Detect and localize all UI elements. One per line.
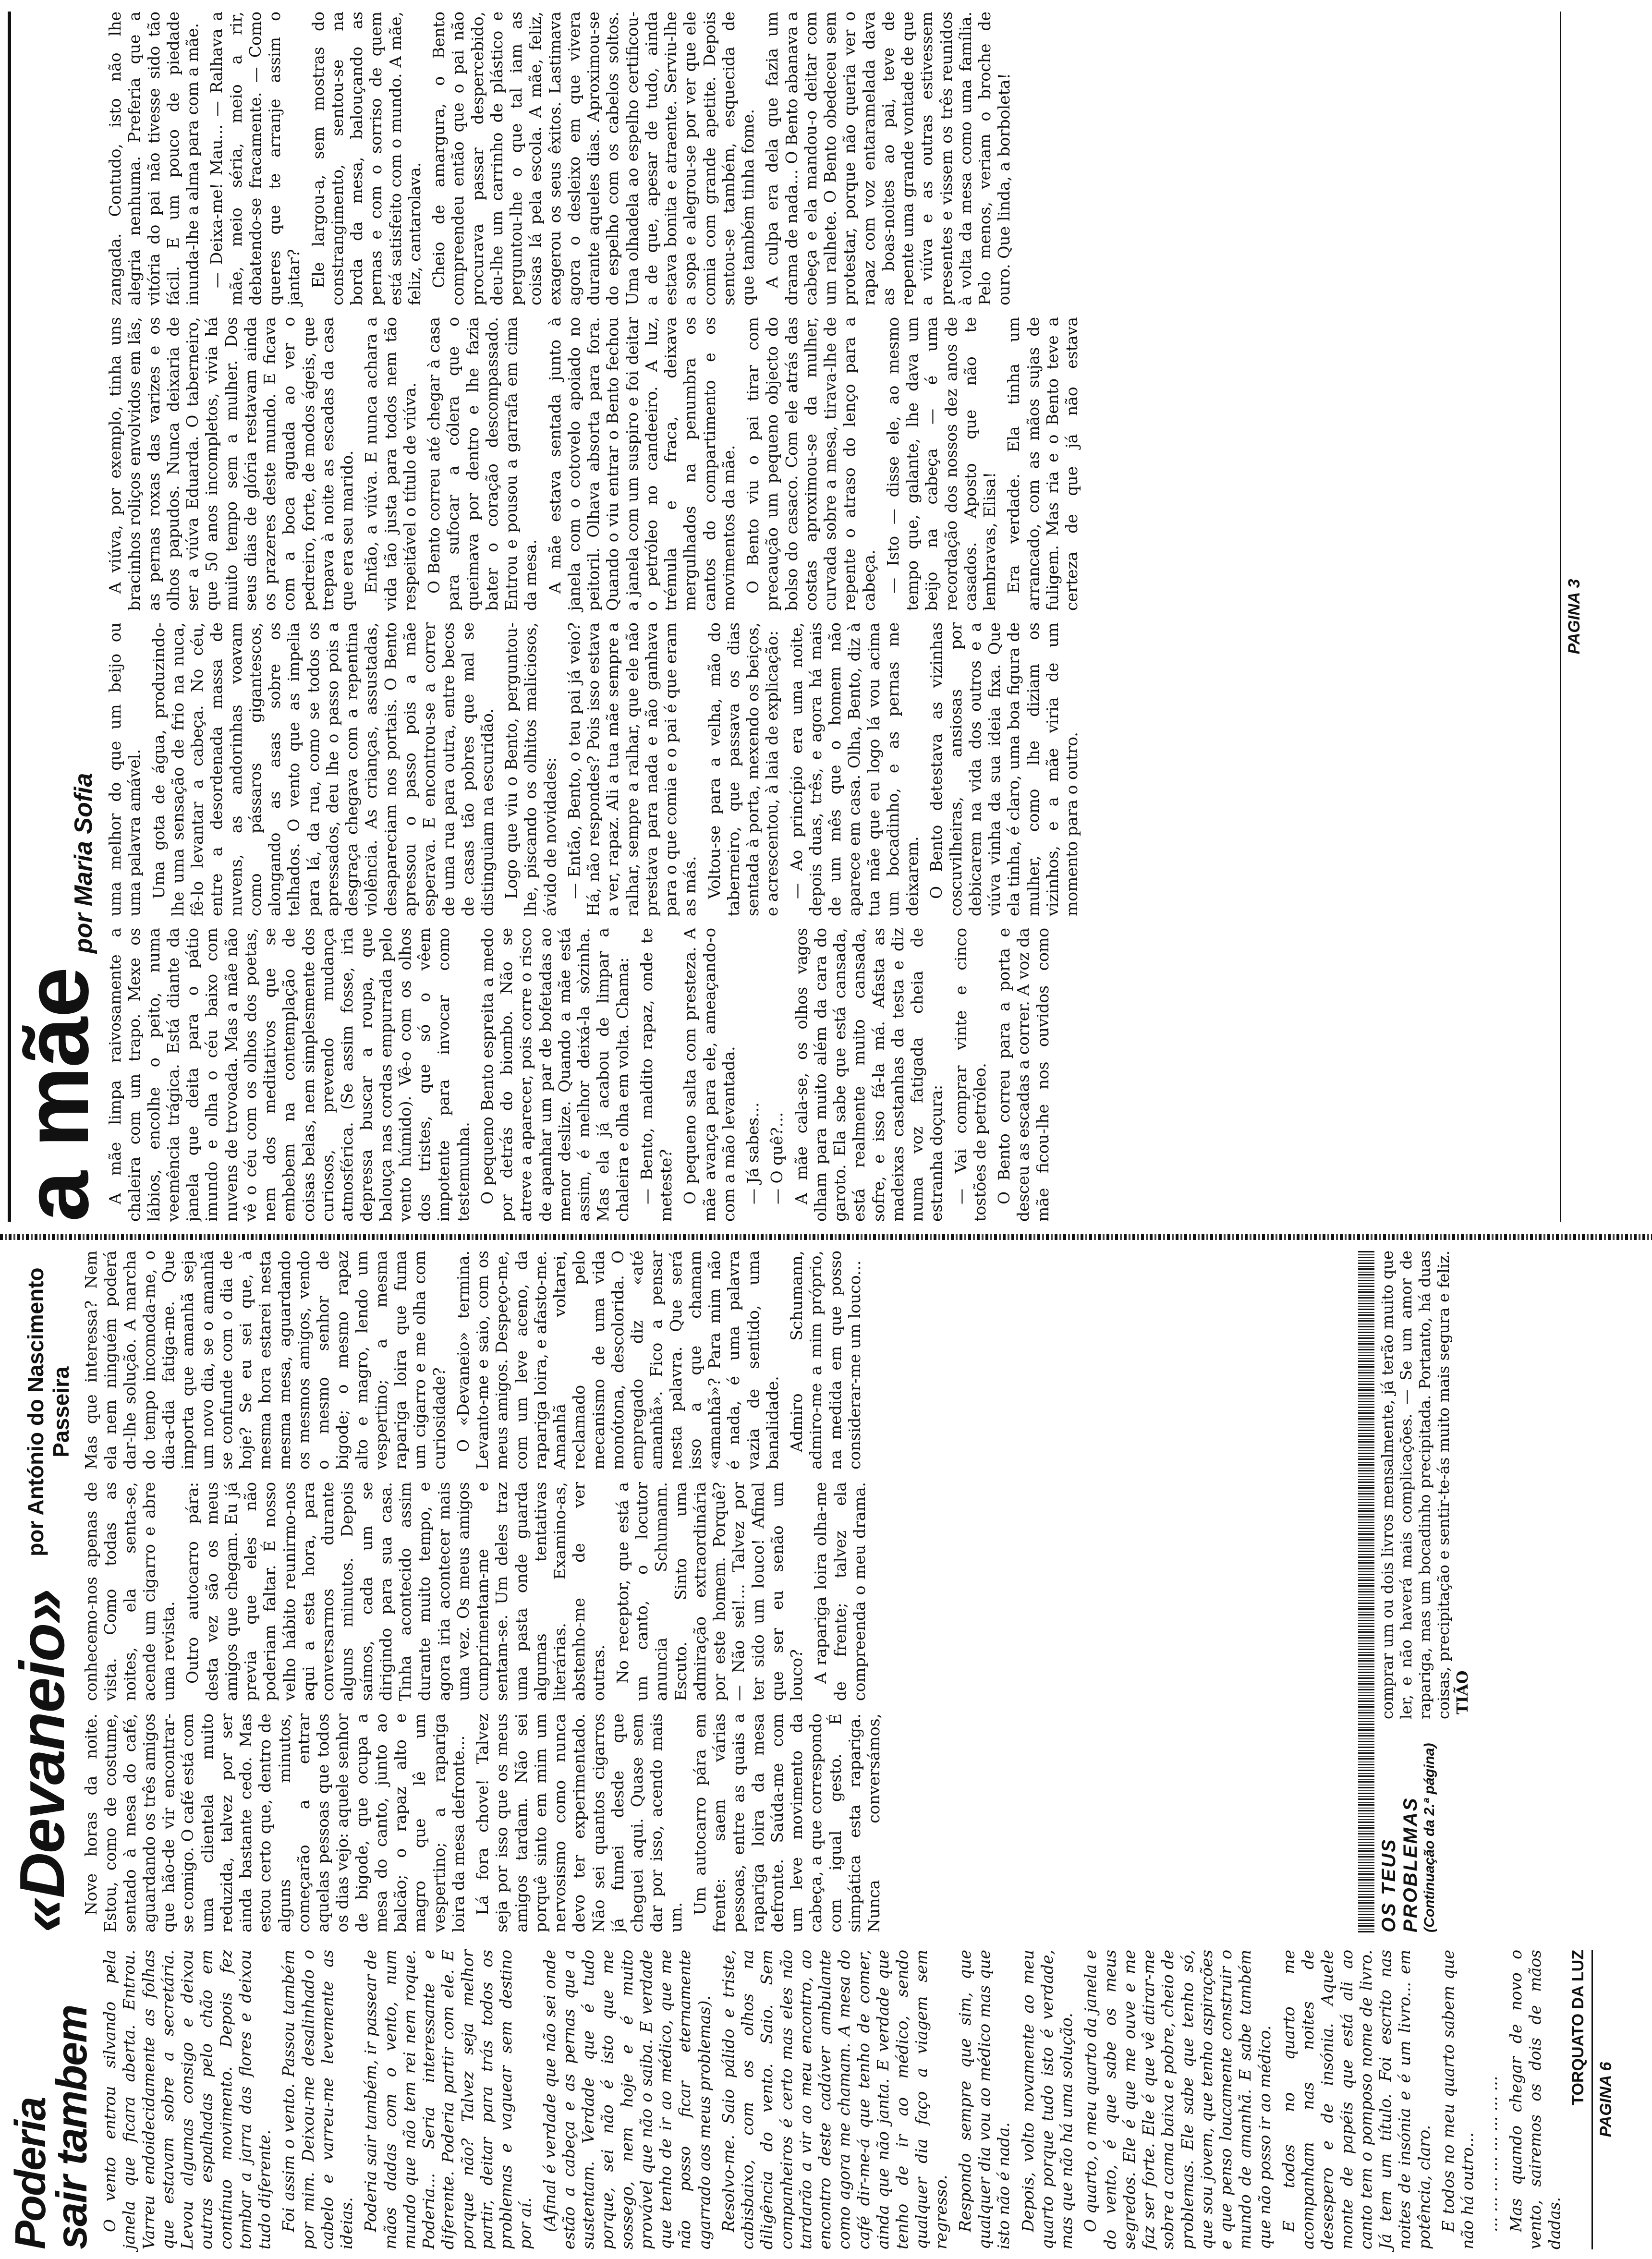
article-a-mae-paragraph: — Vai comprar vinte e cinco tostões de petróleo.	[951, 928, 989, 1222]
article-poderia-paragraph: Resolvo-me. Saio pálido e triste, cabisbaixo, com os olhos na diligência do vento. Saio. Sem companheiros é certo mas eles não tardarão a vir ao meu encontro, ao encontro deste cadáver ambulante como agora me chamam. A mesa do café dir-me-á que tenho de comer, ainda que não janta. E verdade que tenho de ir ao médico, sendo qualquer dia faço a viagem sem regresso.	[718, 1950, 950, 2249]
article-devaneio-author: António do Nascimento Passeira	[23, 1267, 74, 1516]
article-devaneio-byline-prefix: por	[23, 1520, 49, 1556]
article-a-mae-paragraph: O Bento correu até chegar à casa para sufocar a cólera que o queimava por dentro e lhe fazia bater o coração descompassado. Entrou e pousou a garrafa em cima da mesa.	[425, 317, 540, 611]
article-a-mae-paragraph: O pequeno salta com presteza. A mãe avança para ele, ameaçando-o com a mão levantada.	[680, 928, 738, 1222]
article-a-mae-paragraph: A culpa era dela que fazia um drama de nada... O Bento abanava a cabeça e ela mandou-o deitar com um ralhete. O Bento obedeceu sem protestar, porque não queria ver o rapaz com voz entaramelada dava as boas-noites ao pai, teve de repente uma grande vontade de que a viúva e as outras estivessem presentes e vissem os três reunidos à volta da mesa como uma família. Pelo menos, veriam o broche de ouro. Que linda, a borboleta!	[763, 12, 1014, 305]
ad-headline: OS TEUS PROBLEMAS	[1378, 1797, 1421, 1932]
article-poderia-paragraph: E todos no quarto me acompanham nas noites de desespero e de insónia. Aquele monte de papéis que está ali ao canto tem o pomposo nome de livro. Já tem um título. Foi escrito nas noites de insónia e é um livro... em potência, claro.	[1279, 1950, 1433, 2249]
article-a-mae-title: a mãe	[6, 968, 108, 1222]
article-a-mae-paragraph: O Bento correu para a porta e desceu as escadas a correr. A voz da mãe ficou-lhe nos ouvidos como uma melhor do que um beijo ou uma palavra amável.	[106, 622, 1052, 1222]
article-a-mae-paragraph: Voltou-se para a velha, mão do taberneiro, que passava os dias sentada à porta, mexendo os beiços, e acrescentou, à laia de explicação:	[705, 622, 782, 916]
page-number-footer-right: PAGINA 3	[1565, 579, 1583, 655]
article-devaneio-header	[7, 1251, 77, 1932]
article-poderia-paragraph: (Afinal é verdade que não sei onde estão a cabeça e as pernas que a sustentam. Verdade que é tudo porque, sei não é isto que me sossego, nem hoje e é muito provável que não o saiba. E verdade que tenho de ir ao médico, que me não posso ficar eternamente agarrado aos meus problemas).	[540, 1950, 714, 2249]
article-a-mae-paragraph: Cheio de amargura, o Bento compreendeu então que o pai não procurava passar despercebido, deu-lhe um carrinho de plástico e perguntou-lhe o que tal iam as coisas lá pela escola. A mãe, feliz, exagerou os seus êxitos. Lastimava agora o desleixo em que vivera durante aqueles dias. Aproximou-se do espelho com os cabelos soltos. Uma olhadela ao espelho certificou-a de que, apesar de tudo, ainda estava bonita e atraente. Serviu-lhe a sopa e alegrou-se por ver que ele comia com grande apetite. Depois sentou-se também, esquecida de que também tinha fome.	[429, 12, 757, 305]
article-a-mae-paragraph: — Deixa-me! Mau... — Ralhava a mãe, meio séria, meio a rir, debatendo-se fracamente. — Como queres que te arranje assim o jantar?	[207, 12, 304, 305]
article-a-mae-paragraph: Então, a viúva. E nunca achara a vida tão justa para todos nem tão respeitável o título de viúva.	[362, 317, 419, 611]
article-a-mae-bottom-rule	[1560, 12, 1561, 1222]
article-a-mae-paragraph: A mãe cala-se, os olhos vagos olham para muito além da cara do garoto. Ela sabe que está cansada, está realmente muito cansada, sofre, e isso fá-la má. Afasta as madeixas castanhas da testa e diz numa voz fatigada cheia de estranha doçura:	[791, 928, 946, 1222]
article-devaneio-paragraph: Lá fora chove! Talvez seja por isso que os meus amigos tardam. Não sei porquê sinto em mim um nervosismo como nunca devo ter experimentado. Não sei quantos cigarros já fumei desde que cheguei aqui. Quase sem dar por isso, acendo mais um.	[473, 1713, 685, 1932]
article-a-mae-paragraph: A mãe estava sentada junto à janela com o cotovelo apoiado no peitoril. Olhava absorta para fora. Quando o viu entrar o Bento fechou a janela com um suspiro e foi deitar o petróleo no candeeiro. A luz, trémula e fraca, deixava mergulhados na penumbra os cantos do compartimento e os movimentos da mãe.	[545, 317, 738, 611]
article-poderia-paragraph: Poderia sair também, ir passear de mãos dadas com o vento, num mundo que não tem rei nem roque. Poderia... Seria interessante e diferente. Poderia partir com ele. E porque não? Talvez seja melhor partir, deitar para trás todos os problemas e vaguear sem destino por aí.	[361, 1950, 535, 2249]
article-poderia-paragraph: Foi assim o vento. Passou também por mim. Deixou-me desalinhado o cabelo e varreu-me levemente as ideias.	[279, 1950, 356, 2249]
article-devaneio-paragraph: Nove horas da noite. Estou, como de costume, sentado à mesa do café, aguardando os três amigos que hão-de vir encontrar-se comigo. O café está com uma clientela muito reduzida, talvez por ser ainda bastante cedo. Mas estou certo que, dentro de alguns minutos, começarão a entrar aquelas pessoas que todos os dias vejo: aquele senhor de bigode, que ocupa a mesa do canto, junto ao balcão; o rapaz alto e magro que lê um vespertino; a rapariga loira da mesa defronte...	[82, 1713, 468, 1932]
article-poderia-paragraph: O quarto, o meu quarto da janela e do vento, é que sabe os meus segredos. Ele é que me ouve e me faz ser forte. Ele é que vê atirar-me sobre a cama baixa e pobre, cheio de problemas. Ele sabe que tenho só, que sou jovem, que tenho aspirações e que penso loucamente construir o mundo de amanhã. E sabe também que não posso ir ao médico.	[1081, 1950, 1274, 2249]
article-poderia-paragraph: E todos no meu quarto sabem que não há outro...	[1438, 1950, 1477, 2249]
article-devaneio-paragraph: Um autocarro pára em frente: saem várias pessoas, entre as quais a rapariga loira da mesa defronte. Saúda-me com um leve movimento da cabeça, a que correspondo com igual gesto. É simpática esta rapariga. Nunca conversámos, conhecemo-nos apenas de vista. Como todas as noites, ela senta-se, acende um cigarro e abre uma revista.	[82, 1482, 883, 1932]
ad-signature: TIÃO	[1453, 1670, 1472, 1714]
article-a-mae-paragraph: Uma gota de água, produzindo-lhe uma sensação de frio na nuca, fê-lo levantar a cabeça. No céu, entre a desordenada massa de nuvens, as andorinhas voavam como pássaros gigantescos, alongando as asas sobre os telhados. O vento que as impelia para lá, da rua, como se todos os apressados, deu lhe o passo pois a desgraça chegava com a repentina violência. As crianças, assustadas, desapareciam nos portais. O Bento apressou o passo pois a mãe esperava. E encontrou-se a correr de uma rua para outra, entre becos de casas tão pobres que mal se distinguiam na escuridão.	[149, 622, 497, 916]
article-poderia	[0, 1946, 1652, 2253]
article-devaneio-paragraph: Admiro Schumann, admiro-me a mim próprio, na medida em que posso considerar-me um louco...	[787, 1251, 864, 1470]
article-devaneio-title: «Devaneio»	[7, 1590, 77, 1932]
article-devaneio-paragraph: Outro autocarro pára: desta vez são os meus amigos que chegam. Eu já previa que eles não poderiam faltar. É nosso velho hábito reunirmo-nos aqui a esta hora, para conversarmos durante alguns minutos. Depois saímos, cada um se dirigindo para sua casa. Tinha acontecido assim durante muito tempo, e agora iria acontecer mais uma vez. Os meus amigos cumprimentam-me e sentam-se. Um deles traz uma pasta onde guarda algumas tentativas literárias. Examino-as, abstenho-me de ver outras.	[183, 1482, 608, 1701]
ad-noise-band	[1358, 1251, 1374, 1932]
article-devaneio-paragraph: No receptor, que está a um canto, o locutor anuncia Schumann. Escuto. Sinto uma admiração extraordinária por este homem. Porquê? — Não sei!... Talvez por ter sido um louco! Afinal que ser eu senão um louco?	[613, 1482, 806, 1701]
article-poderia-divider	[1591, 1950, 1593, 2249]
article-a-mae-paragraph: A mãe limpa raivosamente a chaleira com um trapo. Mexe os lábios, encolhe o peito, numa veemência trágica. Está diante da janela que deita para o pátio imundo e olha o céu baixo com nuvens de trovoada. Mas a mãe não vê o céu com os olhos dos poetas, nem dos meditativos que se embebem na contemplação de coisas belas, nem simplesmente dos curiosos, prevendo mudança atmosférica. (Se assim fosse, iria depressa buscar a roupa, que balouça nas cordas empurrada pelo vento húmido). Vê-o com os olhos dos tristes, que só o vêem impotente para invocar como testemunha.	[106, 928, 473, 1222]
article-a-mae-paragraph: O pequeno Bento espreita a medo por detrás do biombo. Não se atreve a aparecer, pois corre o risco de apanhar um par de bofetadas ao menor deslize. Quando a mãe está assim, é melhor deixá-la sòzinha. Mas ela já acabou de limpar a chaleira e olha em volta. Chama:	[477, 928, 632, 1222]
article-poderia-paragraph: O vento entrou silvando pela janela que ficara aberta. Entrou. Varreu endoidecidamente as folhas que estavam sobre a secretária. Levou algumas consigo e deixou outras espalhadas pelo chão em contínuo movimento. Depois fez tombar a jarra das flores e deixou tudo diferente.	[100, 1950, 274, 2249]
article-a-mae-paragraph: — Então, Bento, o teu pai já veio? Há, não respondes? Pois isso estava a ver, rapaz. Ali a tua mãe sempre a ralhar, sempre a ralhar, que ele não prestava para nada e não ganhava para o que comia e o pai é que eram as más.	[564, 622, 700, 916]
article-poderia-title-line1: Poderia	[7, 2097, 55, 2249]
article-a-mae-paragraph: O Bento detestava as vizinhas coscuvilheiras, ansiosas por debicarem na vida dos outros e a viúva vinha da sua ideia fixa. Que ela tinha, é claro, uma boa figura de mulher, como lhe diziam os vizinhos, e a mãe viria de um momento para o outro.	[927, 622, 1081, 916]
article-a-mae-paragraph: — O quê?...	[767, 1112, 787, 1204]
article-a-mae-paragraph: Era verdade. Ela tinha um arrancado, com as mãos sujas de fuligem. Mas ria e o Bento teve a certeza de que já não estava zangada. Contudo, isto não lhe alegria nenhuma. Preferia que a vitória do pai não tivesse sido tão fácil. E um pouco de piedade inunda-lhe a alma para com a mãe.	[106, 12, 1081, 611]
article-devaneio-paragraph: A rapariga loira olha-me de frente; talvez ela compreenda o meu drama. Mas que interessa? Nem ela nem ninguém poderá dar-lhe solução. A marcha do tempo incomoda-me, o dia-a-dia fatiga-me. Que importa que amanhã seja um novo dia, se o amanhã se confunde com o dia de hoje? Se eu sei que, à mesma hora estarei nesta mesma mesa, aguardando os mesmos amigos, vendo o mesmo senhor de bigode; o mesmo rapaz alto e magro, lendo um vespertino; a mesma rapariga loira que fuma um cigarro e me olha com curiosidade?	[82, 1251, 869, 1701]
ad-headline-block	[1378, 1731, 1438, 1932]
article-poderia-body	[100, 1950, 1564, 2249]
article-a-mae-paragraph: Ele largou-a, sem mostras do constrangimento, sentou-se na borda da mesa, balouçando as pernas e com o sorriso de quem está satisfeito com o mundo. A mãe, feliz, cantarolava.	[308, 12, 424, 305]
article-a-mae-paragraph: O Bento viu o pai tirar com precaução um pequeno objecto do bolso do casaco. Com ele atrás das costas aproximou-se da mulher, curvada sobre a mesa, tirava-lhe de repente o atraso do lenço para a cabeça.	[743, 317, 878, 611]
article-a-mae-byline-prefix: por	[70, 913, 97, 954]
page-number-footer-left: PAGINA 6	[1597, 2062, 1616, 2138]
article-poderia-signature: TORQUATO DA LUZ	[1569, 1950, 1588, 2105]
article-poderia-paragraph: Respondo sempre que sim, que qualquer dia vou ao médico mas que isto não é nada.	[955, 1950, 1013, 2249]
ad-text: comprar um ou dois livros mensalmente, já terão muito que ler, e não haverá mais complicações. — Se um amor de rapariga, mas um bocadinho precipitada. Portanto, há duas coisas, precipitação e sentir-te-ás muito mais segura e feliz.	[1378, 1251, 1453, 1719]
article-devaneio-body	[82, 1251, 1354, 1932]
article-poderia-paragraph: Depois, volto novamente ao meu quarto porque tudo isto é verdade, mas que não há uma solução.	[1018, 1950, 1076, 2249]
article-poderia-title	[7, 1950, 96, 2249]
ad-box	[1378, 1251, 1472, 1932]
article-a-mae-header	[6, 12, 108, 1222]
article-devaneio	[0, 1251, 1652, 1932]
article-devaneio-byline	[23, 1251, 74, 1573]
article-a-mae-byline	[69, 773, 98, 954]
ad-text-block	[1378, 1251, 1472, 1719]
article-a-mae-author: Maria Sofia	[70, 773, 97, 907]
article-a-mae-paragraph: A viúva, por exemplo, tinha uns bracinhos roliços envolvidos em lãs, as pernas roxas das varizes e os olhos papudos. Nunca deixaria de ser a viúva Eduarda. O taberneiro, que 50 anos incompletos, vivia há muito tempo sem a mulher. Dos seus dias de glória restavam ainda os prazeres deste mundo. E ficava com a boca aguada ao ver o pedreiro, forte, de modos ágeis, que trepava à noite as escadas da casa que era seu marido.	[106, 317, 356, 611]
article-devaneio-paragraph: O «Devaneio» termina. Levanto-me e saio, com os meus amigos. Despeço-me, com um leve aceno, da rapariga loira, e afasto-me. Amanhã voltarei, reclamado pelo mecanismo de uma vida monótona, descolorida. O empregado diz «até amanhã». Fico a pensar nesta palavra. Que será isso a que chamam «amanhã»? Para mim não é nada, é uma palavra vazia de sentido, uma banalidade.	[453, 1251, 782, 1470]
vertical-page-divider	[0, 1234, 1652, 1240]
article-poderia-paragraph: ... ... ... ... ... ... ... ...	[1482, 2076, 1501, 2232]
article-a-mae-paragraph: — Bento, maldito rapaz, onde te meteste?	[637, 928, 675, 1222]
article-poderia-title-line2: sair tambem	[48, 2005, 96, 2249]
article-a-mae-paragraph: — Já sabes...	[743, 1102, 762, 1204]
article-a-mae-paragraph: — Isto — disse ele, ao mesmo tempo que, galante, lhe dava um beijo na cabeça — é uma recordação dos nossos dez anos de casados. Aposto que não te lembravas, Elisa!	[883, 317, 999, 611]
article-a-mae	[0, 12, 1652, 1222]
article-a-mae-body	[106, 12, 1556, 1222]
article-a-mae-paragraph: — Ao princípio era uma noite, depois duas, três, e agora há mais de um mês que o homem não aparece em casa. Olha, Bento, diz à tua mãe que eu logo lá vou acima um bocadinho, e as pernas me deixarem.	[787, 622, 922, 916]
article-poderia-paragraph: Mas quando chegar de novo o vento, sairemos os dois de mãos dadas.	[1506, 1950, 1564, 2249]
article-a-mae-paragraph: Logo que viu o Bento, perguntou-lhe, piscando os olhitos maliciosos, ávido de novidades:	[502, 622, 559, 916]
ad-continuation: (Continuação da 2.ª página)	[1421, 1743, 1437, 1932]
